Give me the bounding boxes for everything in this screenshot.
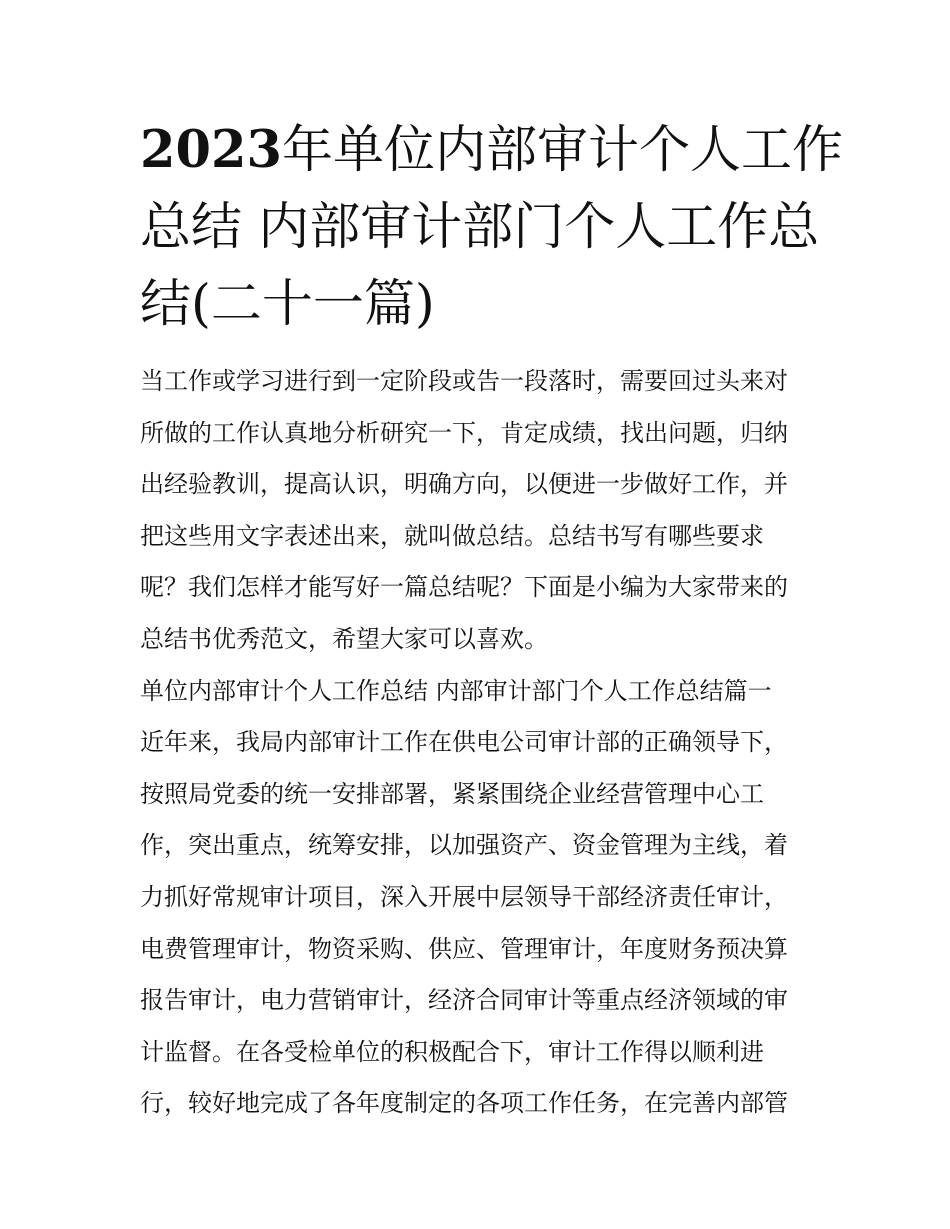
body-line: 报告审计，电力营销审计，经济合同审计等重点经济领域的审 xyxy=(140,986,788,1015)
body-line: 力抓好常规审计项目，深入开展中层领导干部经济责任审计， xyxy=(140,882,788,911)
body-line: 当工作或学习进行到一定阶段或告一段落时，需要回过头来对 xyxy=(140,367,788,395)
body-line: 作，突出重点，统筹安排，以加强资产、资金管理为主线，着 xyxy=(140,831,788,860)
section-heading: 单位内部审计个人工作总结 内部审计部门个人工作总结篇一 xyxy=(140,676,772,705)
body-line: 呢？我们怎样才能写好一篇总结呢？下面是小编为大家带来的 xyxy=(140,573,788,602)
title-line-1-text: 年单位内部审计个人工作 xyxy=(281,121,843,180)
body-line: 总结书优秀范文，希望大家可以喜欢。 xyxy=(140,624,548,653)
body-line: 近年来，我局内部审计工作在供电公司审计部的正确领导下， xyxy=(140,728,788,757)
body-line: 计监督。在各受检单位的积极配合下，审计工作得以顺利进 xyxy=(140,1037,764,1066)
body-line: 出经验教训，提高认识，明确方向，以便进一步做好工作，并 xyxy=(140,470,788,499)
body-line: 按照局党委的统一安排部署，紧紧围绕企业经营管理中心工 xyxy=(140,779,764,808)
document-title xyxy=(140,112,843,343)
title-year: 2023 xyxy=(140,120,282,180)
body-line: 电费管理审计，物资采购、供应、管理审计，年度财务预决算 xyxy=(140,934,788,963)
body-line: 行，较好地完成了各年度制定的各项工作任务，在完善内部管 xyxy=(140,1089,788,1118)
title-line-2: 总结 内部审计部门个人工作总 xyxy=(140,198,820,257)
title-line-3: 结(二十一篇) xyxy=(140,275,435,334)
body-line: 所做的工作认真地分析研究一下，肯定成绩，找出问题，归纳 xyxy=(140,418,788,447)
body-line: 把这些用文字表述出来，就叫做总结。总结书写有哪些要求 xyxy=(140,521,764,550)
body-text xyxy=(140,356,820,1130)
title-line-1 xyxy=(140,112,843,189)
